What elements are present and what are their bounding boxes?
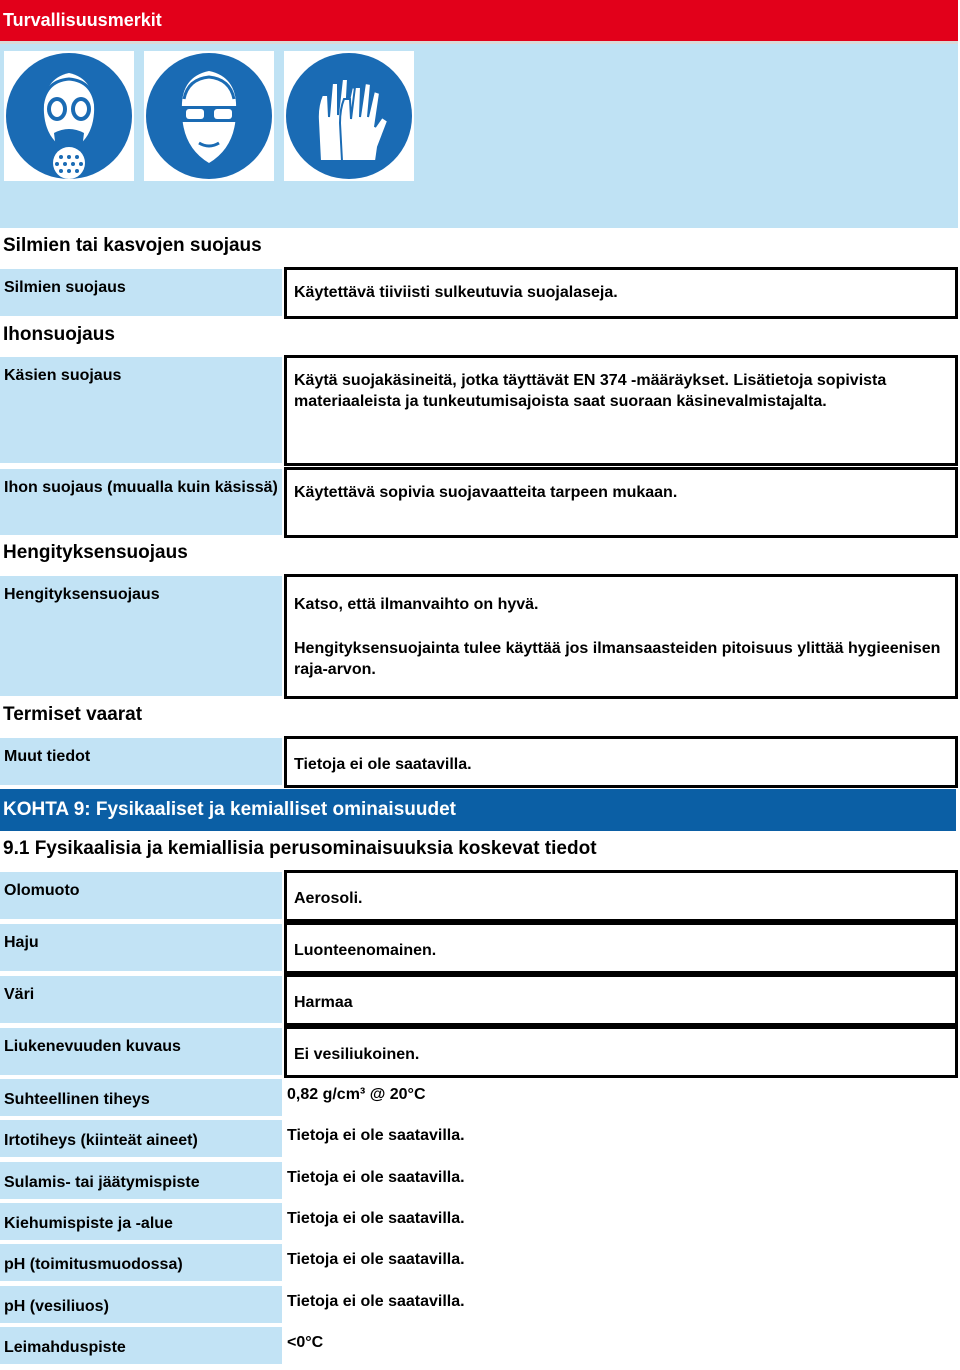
respirator-usage-text: Hengityksensuojainta tulee käyttää jos ilmansaasteiden pitoisuus ylittää hygieenisen raja-arvon. <box>294 640 941 678</box>
section-9-title: KOHTA 9: Fysikaaliset ja kemialliset ominaisuudet <box>0 789 956 831</box>
property-label: pH (toimitusmuodossa) <box>0 1244 282 1281</box>
respiratory-protection-value <box>284 574 958 699</box>
property-label: Leimahduspiste <box>0 1327 282 1364</box>
property-value: Harmaa <box>284 974 958 1026</box>
eye-protection-text: Käytettävä tiiviisti sulkeutuvia suojalaseja. <box>294 284 618 301</box>
hand-protection-text: Käytä suojakäsineitä, jotka täyttävät EN 374 -määräykset. Lisätietoja sopivista materiaaleista ja tunkeutumisajoista saat suoraan käsinevalmistajalta. <box>294 372 887 410</box>
property-label: Suhteellinen tiheys <box>0 1079 282 1116</box>
eye-face-protection-heading: Silmien tai kasvojen suojaus <box>3 235 262 256</box>
ventilation-text: Katso, että ilmanvaihto on hyvä. <box>294 596 539 613</box>
body-protection-text: Käytettävä sopivia suojavaatteita tarpeen mukaan. <box>294 484 678 501</box>
property-value: Ei vesiliukoinen. <box>284 1026 958 1078</box>
respiratory-protection-label: Hengityksensuojaus <box>0 576 282 696</box>
other-info-value <box>284 736 958 788</box>
body-protection-value <box>284 467 958 538</box>
property-value: Tietoja ei ole saatavilla. <box>287 1168 465 1186</box>
respirator-mask-icon <box>4 51 134 181</box>
property-value: <0°C <box>287 1333 324 1351</box>
protective-gloves-icon <box>284 51 414 181</box>
other-info-label: Muut tiedot <box>0 738 282 785</box>
property-label: pH (vesiliuos) <box>0 1286 282 1323</box>
hand-protection-value <box>284 355 958 466</box>
property-label: Väri <box>0 976 282 1023</box>
skin-protection-heading: Ihonsuojaus <box>3 324 115 345</box>
property-value: Tietoja ei ole saatavilla. <box>287 1209 465 1227</box>
property-label: Liukenevuuden kuvaus <box>0 1028 282 1075</box>
thermal-hazards-heading: Termiset vaarat <box>3 704 143 725</box>
other-info-text: Tietoja ei ole saatavilla. <box>294 756 472 773</box>
respiratory-protection-heading: Hengityksensuojaus <box>3 542 188 563</box>
property-value: 0,82 g/cm³ @ 20°C <box>287 1086 426 1103</box>
body-protection-label: Ihon suojaus (muualla kuin käsissä) <box>0 469 282 535</box>
property-value: Tietoja ei ole saatavilla. <box>287 1127 465 1145</box>
eye-protection-value <box>284 267 958 319</box>
property-label: Irtotiheys (kiinteät aineet) <box>0 1120 282 1157</box>
property-value: Tietoja ei ole saatavilla. <box>287 1292 465 1310</box>
hand-protection-label: Käsien suojaus <box>0 357 282 463</box>
safety-signs-header: Turvallisuusmerkit <box>0 0 958 41</box>
property-value: Aerosoli. <box>284 870 958 922</box>
property-label: Kiehumispiste ja -alue <box>0 1203 282 1240</box>
property-label: Sulamis- tai jäätymispiste <box>0 1162 282 1199</box>
safety-goggles-icon <box>144 51 274 181</box>
property-label: Olomuoto <box>0 872 282 919</box>
property-label: Haju <box>0 924 282 971</box>
property-value: Tietoja ei ole saatavilla. <box>287 1251 465 1269</box>
eye-protection-label: Silmien suojaus <box>0 269 282 316</box>
section-9-1-subtitle: 9.1 Fysikaalisia ja kemiallisia perusominaisuuksia koskevat tiedot <box>3 838 597 859</box>
property-value: Luonteenomainen. <box>284 922 958 974</box>
